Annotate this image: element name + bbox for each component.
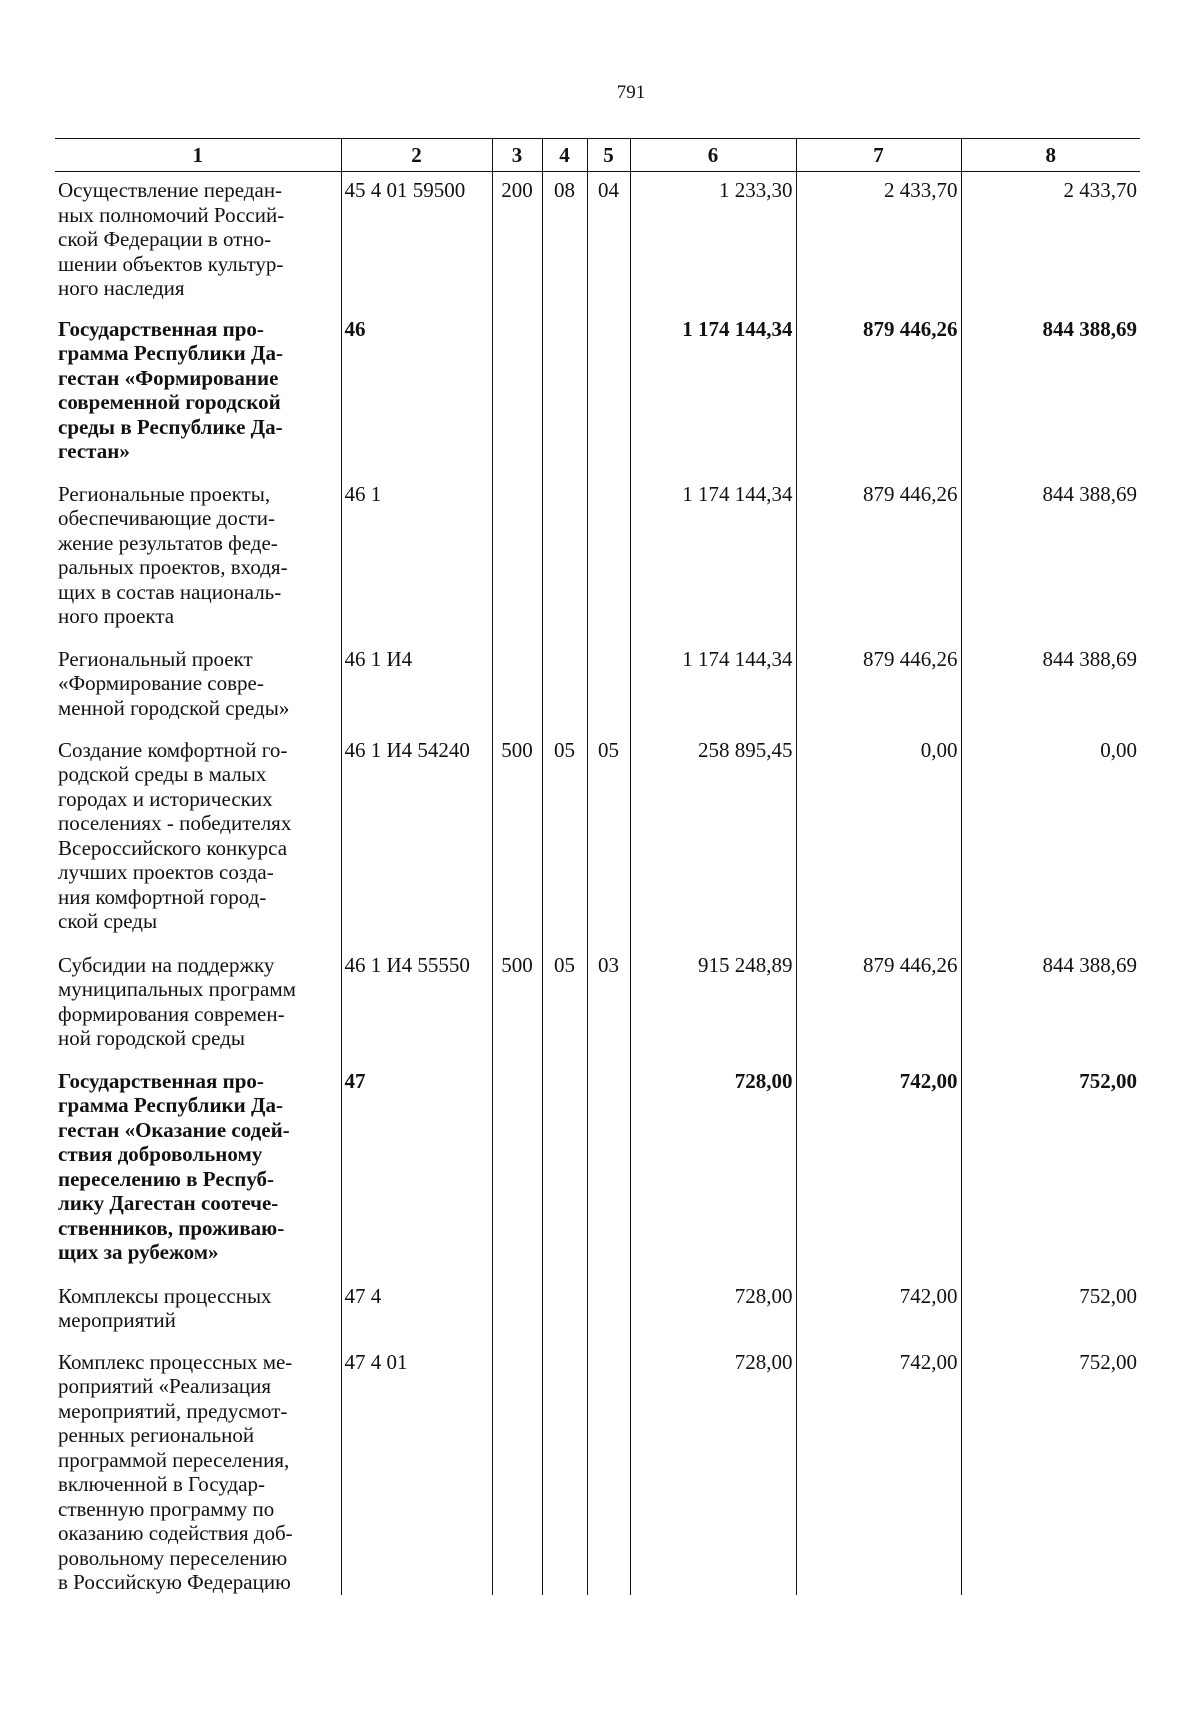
row-col4-cell — [542, 1278, 587, 1344]
row-col3-cell: 500 — [492, 732, 542, 947]
row-col3-cell — [492, 1063, 542, 1278]
row-col5-cell: 05 — [587, 732, 630, 947]
row-code-cell: 46 — [341, 311, 492, 476]
row-code-cell: 46 1 — [341, 476, 492, 641]
table-row — [55, 1278, 1140, 1344]
row-value7-cell: 879 446,26 — [796, 311, 961, 476]
column-header: 6 — [630, 139, 796, 172]
row-col4-cell — [542, 311, 587, 476]
row-value6-cell: 728,00 — [630, 1278, 796, 1344]
row-value6-cell: 1 174 144,34 — [630, 311, 796, 476]
row-col4-cell — [542, 476, 587, 641]
row-col5-cell — [587, 1063, 630, 1278]
row-col4-cell — [542, 1063, 587, 1278]
column-header: 8 — [961, 139, 1140, 172]
row-col4-cell: 05 — [542, 947, 587, 1063]
row-col3-cell — [492, 476, 542, 641]
table-row — [55, 1063, 1140, 1278]
row-name-cell: Создание комфортной го- родской среды в малых городах и исторических поселениях - победителях Всероссийского конкурса лучших проектов созда- ния комфортной город- ской среды — [58, 737, 292, 933]
row-name-cell: Комплексы процессных мероприятий — [58, 1283, 272, 1332]
row-col3-cell — [492, 311, 542, 476]
row-col3-cell: 200 — [492, 172, 542, 311]
column-header: 5 — [587, 139, 630, 172]
row-col3-cell — [492, 1344, 542, 1595]
row-name-cell: Региональный проект «Формирование совре- менной городской среды» — [58, 646, 290, 720]
row-col4-cell — [542, 1344, 587, 1595]
budget-table — [55, 139, 1140, 1595]
table-row — [55, 172, 1140, 311]
row-value8-cell: 752,00 — [961, 1278, 1140, 1344]
row-value6-cell: 1 174 144,34 — [630, 641, 796, 732]
row-col3-cell: 500 — [492, 947, 542, 1063]
row-value6-cell: 1 174 144,34 — [630, 476, 796, 641]
row-value6-cell: 258 895,45 — [630, 732, 796, 947]
row-code-cell: 47 — [341, 1063, 492, 1278]
row-value7-cell: 742,00 — [796, 1063, 961, 1278]
row-value8-cell: 752,00 — [961, 1063, 1140, 1278]
row-value6-cell: 1 233,30 — [630, 172, 796, 311]
row-value6-cell: 728,00 — [630, 1344, 796, 1595]
budget-table-container — [55, 138, 1140, 1595]
row-name-cell: Региональные проекты, обеспечивающие дости- жение результатов феде- ральных проектов, входя- щих в состав националь- ного проекта — [58, 481, 288, 628]
page-number: 791 — [616, 82, 646, 103]
row-value6-cell: 915 248,89 — [630, 947, 796, 1063]
row-col5-cell — [587, 476, 630, 641]
row-col5-cell — [587, 641, 630, 732]
row-value7-cell: 742,00 — [796, 1278, 961, 1344]
column-header: 1 — [55, 139, 341, 172]
row-code-cell: 46 1 И4 54240 — [341, 732, 492, 947]
table-row — [55, 311, 1140, 476]
row-value7-cell: 879 446,26 — [796, 476, 961, 641]
row-col4-cell: 08 — [542, 172, 587, 311]
row-value8-cell: 844 388,69 — [961, 311, 1140, 476]
row-value8-cell: 2 433,70 — [961, 172, 1140, 311]
row-value7-cell: 879 446,26 — [796, 947, 961, 1063]
row-col3-cell — [492, 641, 542, 732]
table-row — [55, 476, 1140, 641]
column-header: 2 — [341, 139, 492, 172]
row-col5-cell: 03 — [587, 947, 630, 1063]
row-value7-cell: 879 446,26 — [796, 641, 961, 732]
row-col5-cell: 04 — [587, 172, 630, 311]
row-col5-cell — [587, 1278, 630, 1344]
row-value7-cell: 2 433,70 — [796, 172, 961, 311]
row-code-cell: 46 1 И4 55550 — [341, 947, 492, 1063]
table-row — [55, 732, 1140, 947]
row-value8-cell: 844 388,69 — [961, 947, 1140, 1063]
row-col3-cell — [492, 1278, 542, 1344]
column-header: 4 — [542, 139, 587, 172]
header-row — [55, 139, 1140, 172]
row-code-cell: 47 4 — [341, 1278, 492, 1344]
row-name-cell: Государственная про- грамма Республики Да- гестан «Формирование современной городской среды в Республике Да- гестан» — [58, 316, 283, 463]
row-col5-cell — [587, 311, 630, 476]
table-row — [55, 947, 1140, 1063]
row-code-cell: 45 4 01 59500 — [341, 172, 492, 311]
table-row — [55, 1344, 1140, 1595]
row-code-cell: 47 4 01 — [341, 1344, 492, 1595]
row-col4-cell — [542, 641, 587, 732]
column-header: 7 — [796, 139, 961, 172]
row-value8-cell: 844 388,69 — [961, 641, 1140, 732]
row-value6-cell: 728,00 — [630, 1063, 796, 1278]
row-code-cell: 46 1 И4 — [341, 641, 492, 732]
table-row — [55, 641, 1140, 732]
row-name-cell: Субсидии на поддержку муниципальных программ формирования современ- ной городской среды — [58, 952, 296, 1050]
row-value7-cell: 0,00 — [796, 732, 961, 947]
row-name-cell: Осуществление передан- ных полномочий Россий- ской Федерации в отно- шении объектов культур- ного наследия — [58, 178, 285, 300]
row-col5-cell — [587, 1344, 630, 1595]
row-value8-cell: 752,00 — [961, 1344, 1140, 1595]
row-value7-cell: 742,00 — [796, 1344, 961, 1595]
row-name-cell: Комплекс процессных ме- роприятий «Реализация мероприятий, предусмот- ренных региональной программой переселения, включенной в Государ- ственную программу по оказанию содействия доб- ровольному переселению в Российскую Федерацию — [58, 1349, 293, 1594]
row-value8-cell: 844 388,69 — [961, 476, 1140, 641]
row-value8-cell: 0,00 — [961, 732, 1140, 947]
column-header: 3 — [492, 139, 542, 172]
row-col4-cell: 05 — [542, 732, 587, 947]
row-name-cell: Государственная про- грамма Республики Да- гестан «Оказание содей- ствия добровольному переселению в Респуб- лику Дагестан соотече- ственников, проживаю- щих за рубежом» — [58, 1068, 290, 1264]
